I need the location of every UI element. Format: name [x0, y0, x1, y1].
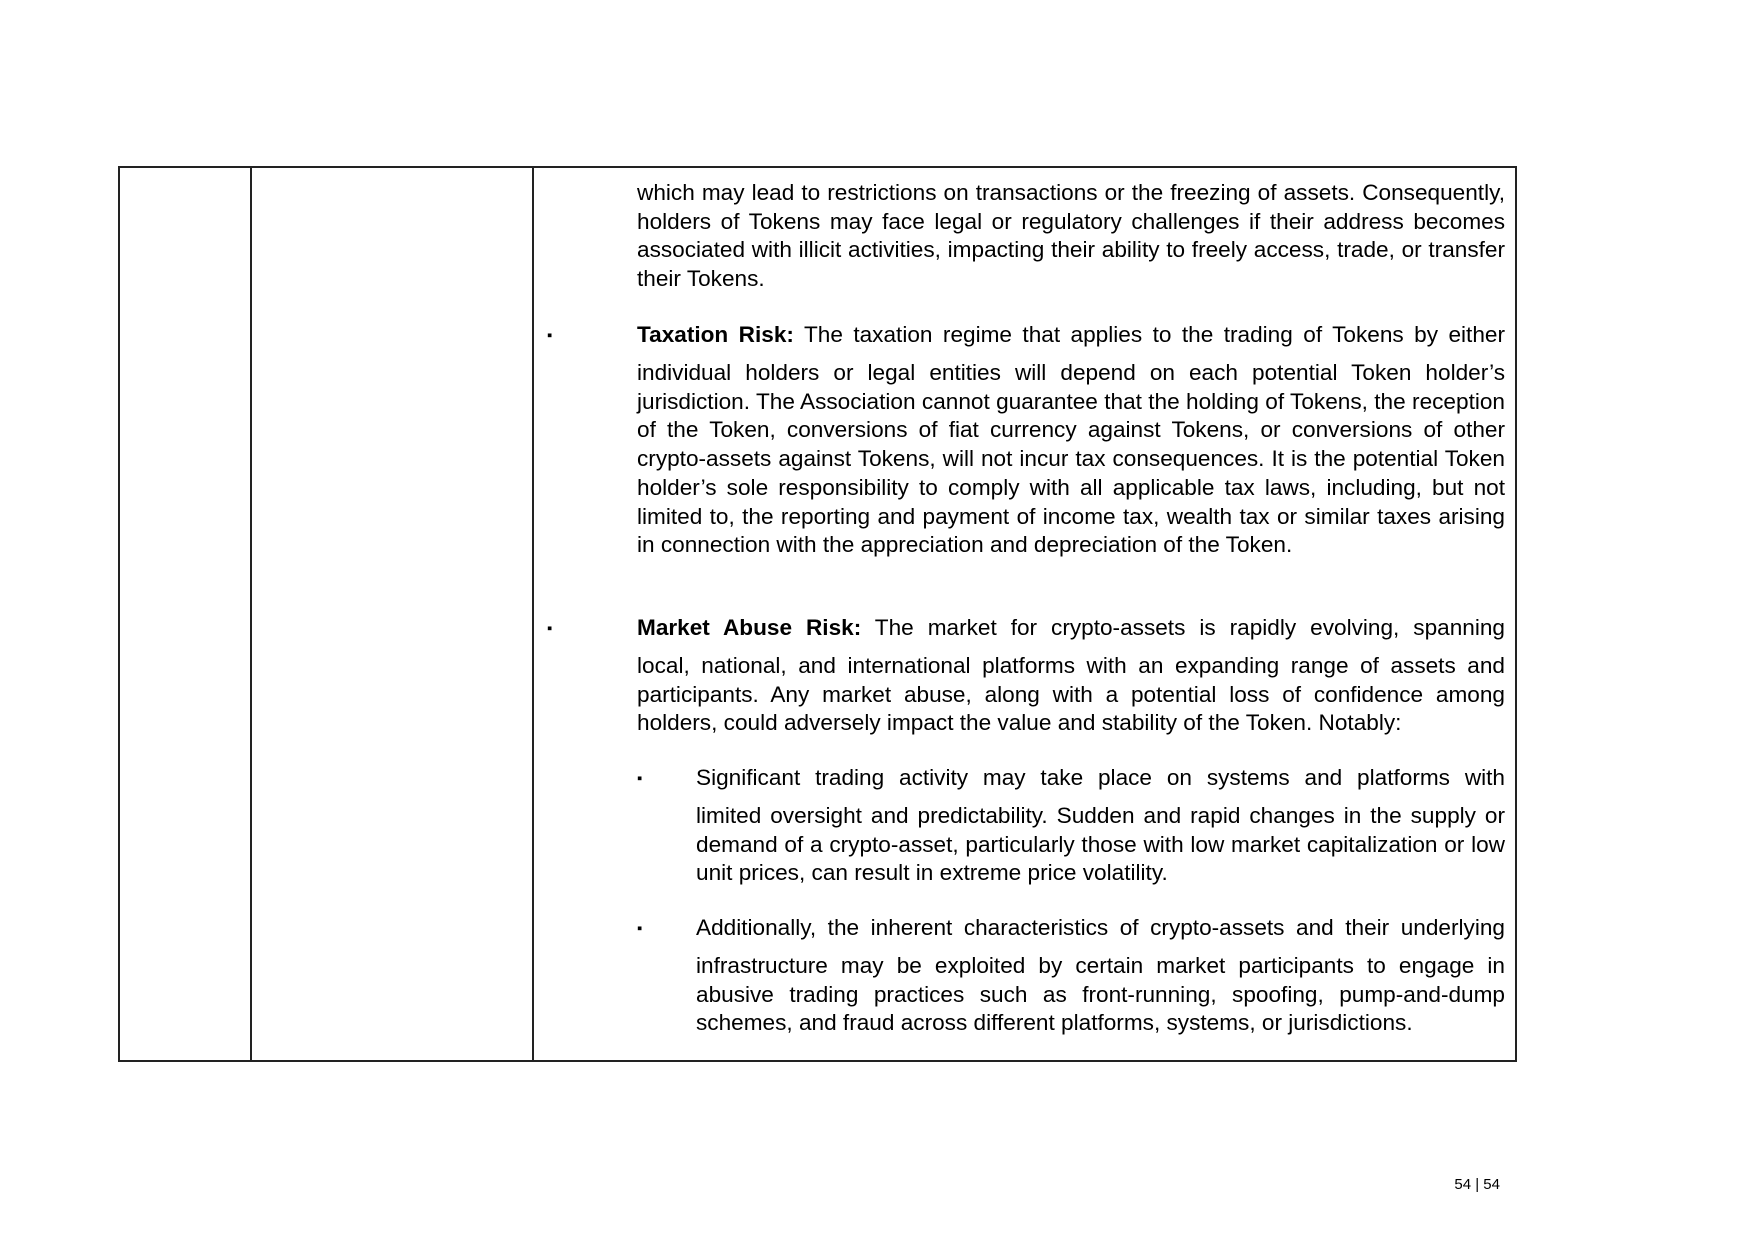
- market-abuse-title: Market Abuse Risk:: [637, 615, 862, 640]
- market-abuse-first-line: The market for crypto-assets is rapidly evolving, spanning: [874, 615, 1505, 640]
- taxation-risk-title: Taxation Risk:: [637, 322, 794, 347]
- page-number: 54 | 54: [1454, 1176, 1500, 1193]
- risk-table: [118, 166, 1517, 1062]
- continuation-paragraph: which may lead to restrictions on transactions or the freezing of assets. Consequently, holders of Tokens may face legal or regulatory challenges if their address becomes associated with illicit activities, impacting their ability to freely access, trade, or transfer their Tokens.: [637, 180, 1505, 292]
- bullet-icon: ▪: [637, 920, 643, 937]
- sub-item-body: limited oversight and predictability. Sudden and rapid changes in the supply or demand of a crypto-asset, particularly those with low market capitalization or low unit prices, can result in extreme price volatility.: [696, 803, 1505, 886]
- sub-item-first-line: Additionally, the inherent characteristics of crypto-assets and their underlying: [696, 915, 1505, 940]
- taxation-risk-heading-line: [637, 321, 1505, 350]
- bullet-icon: ▪: [637, 770, 643, 787]
- sub-item-first-line: Significant trading activity may take place on systems and platforms with: [696, 765, 1505, 790]
- risk-description-cell: [120, 168, 1515, 1060]
- market-abuse-heading-line: [637, 614, 1505, 643]
- taxation-risk-first-line: The taxation regime that applies to the trading of Tokens by either: [803, 322, 1505, 347]
- bullet-icon: ▪: [547, 620, 553, 637]
- taxation-risk-body: individual holders or legal entities will depend on each potential Token holder’s jurisdiction. The Association cannot guarantee that the holding of Tokens, the reception of the Token, conversions of fiat currency against Tokens, or conversions of other crypto-assets against Tokens, will not incur tax consequences. It is the potential Token holder’s sole responsibility to comply with all applicable tax laws, including, but not limited to, the reporting and payment of income tax, wealth tax or similar taxes arising in connection with the appreciation and depreciation of the Token.: [637, 360, 1505, 558]
- market-abuse-body: local, national, and international platforms with an expanding range of assets and participants. Any market abuse, along with a potential loss of confidence among holders, could adversely impact the value and stability of the Token. Notably:: [637, 653, 1505, 736]
- bullet-icon: ▪: [547, 327, 553, 344]
- sub-item-body: infrastructure may be exploited by certain market participants to engage in abusive trading practices such as front-running, spoofing, pump-and-dump schemes, and fraud across different platforms, systems, or jurisdictions.: [696, 953, 1505, 1036]
